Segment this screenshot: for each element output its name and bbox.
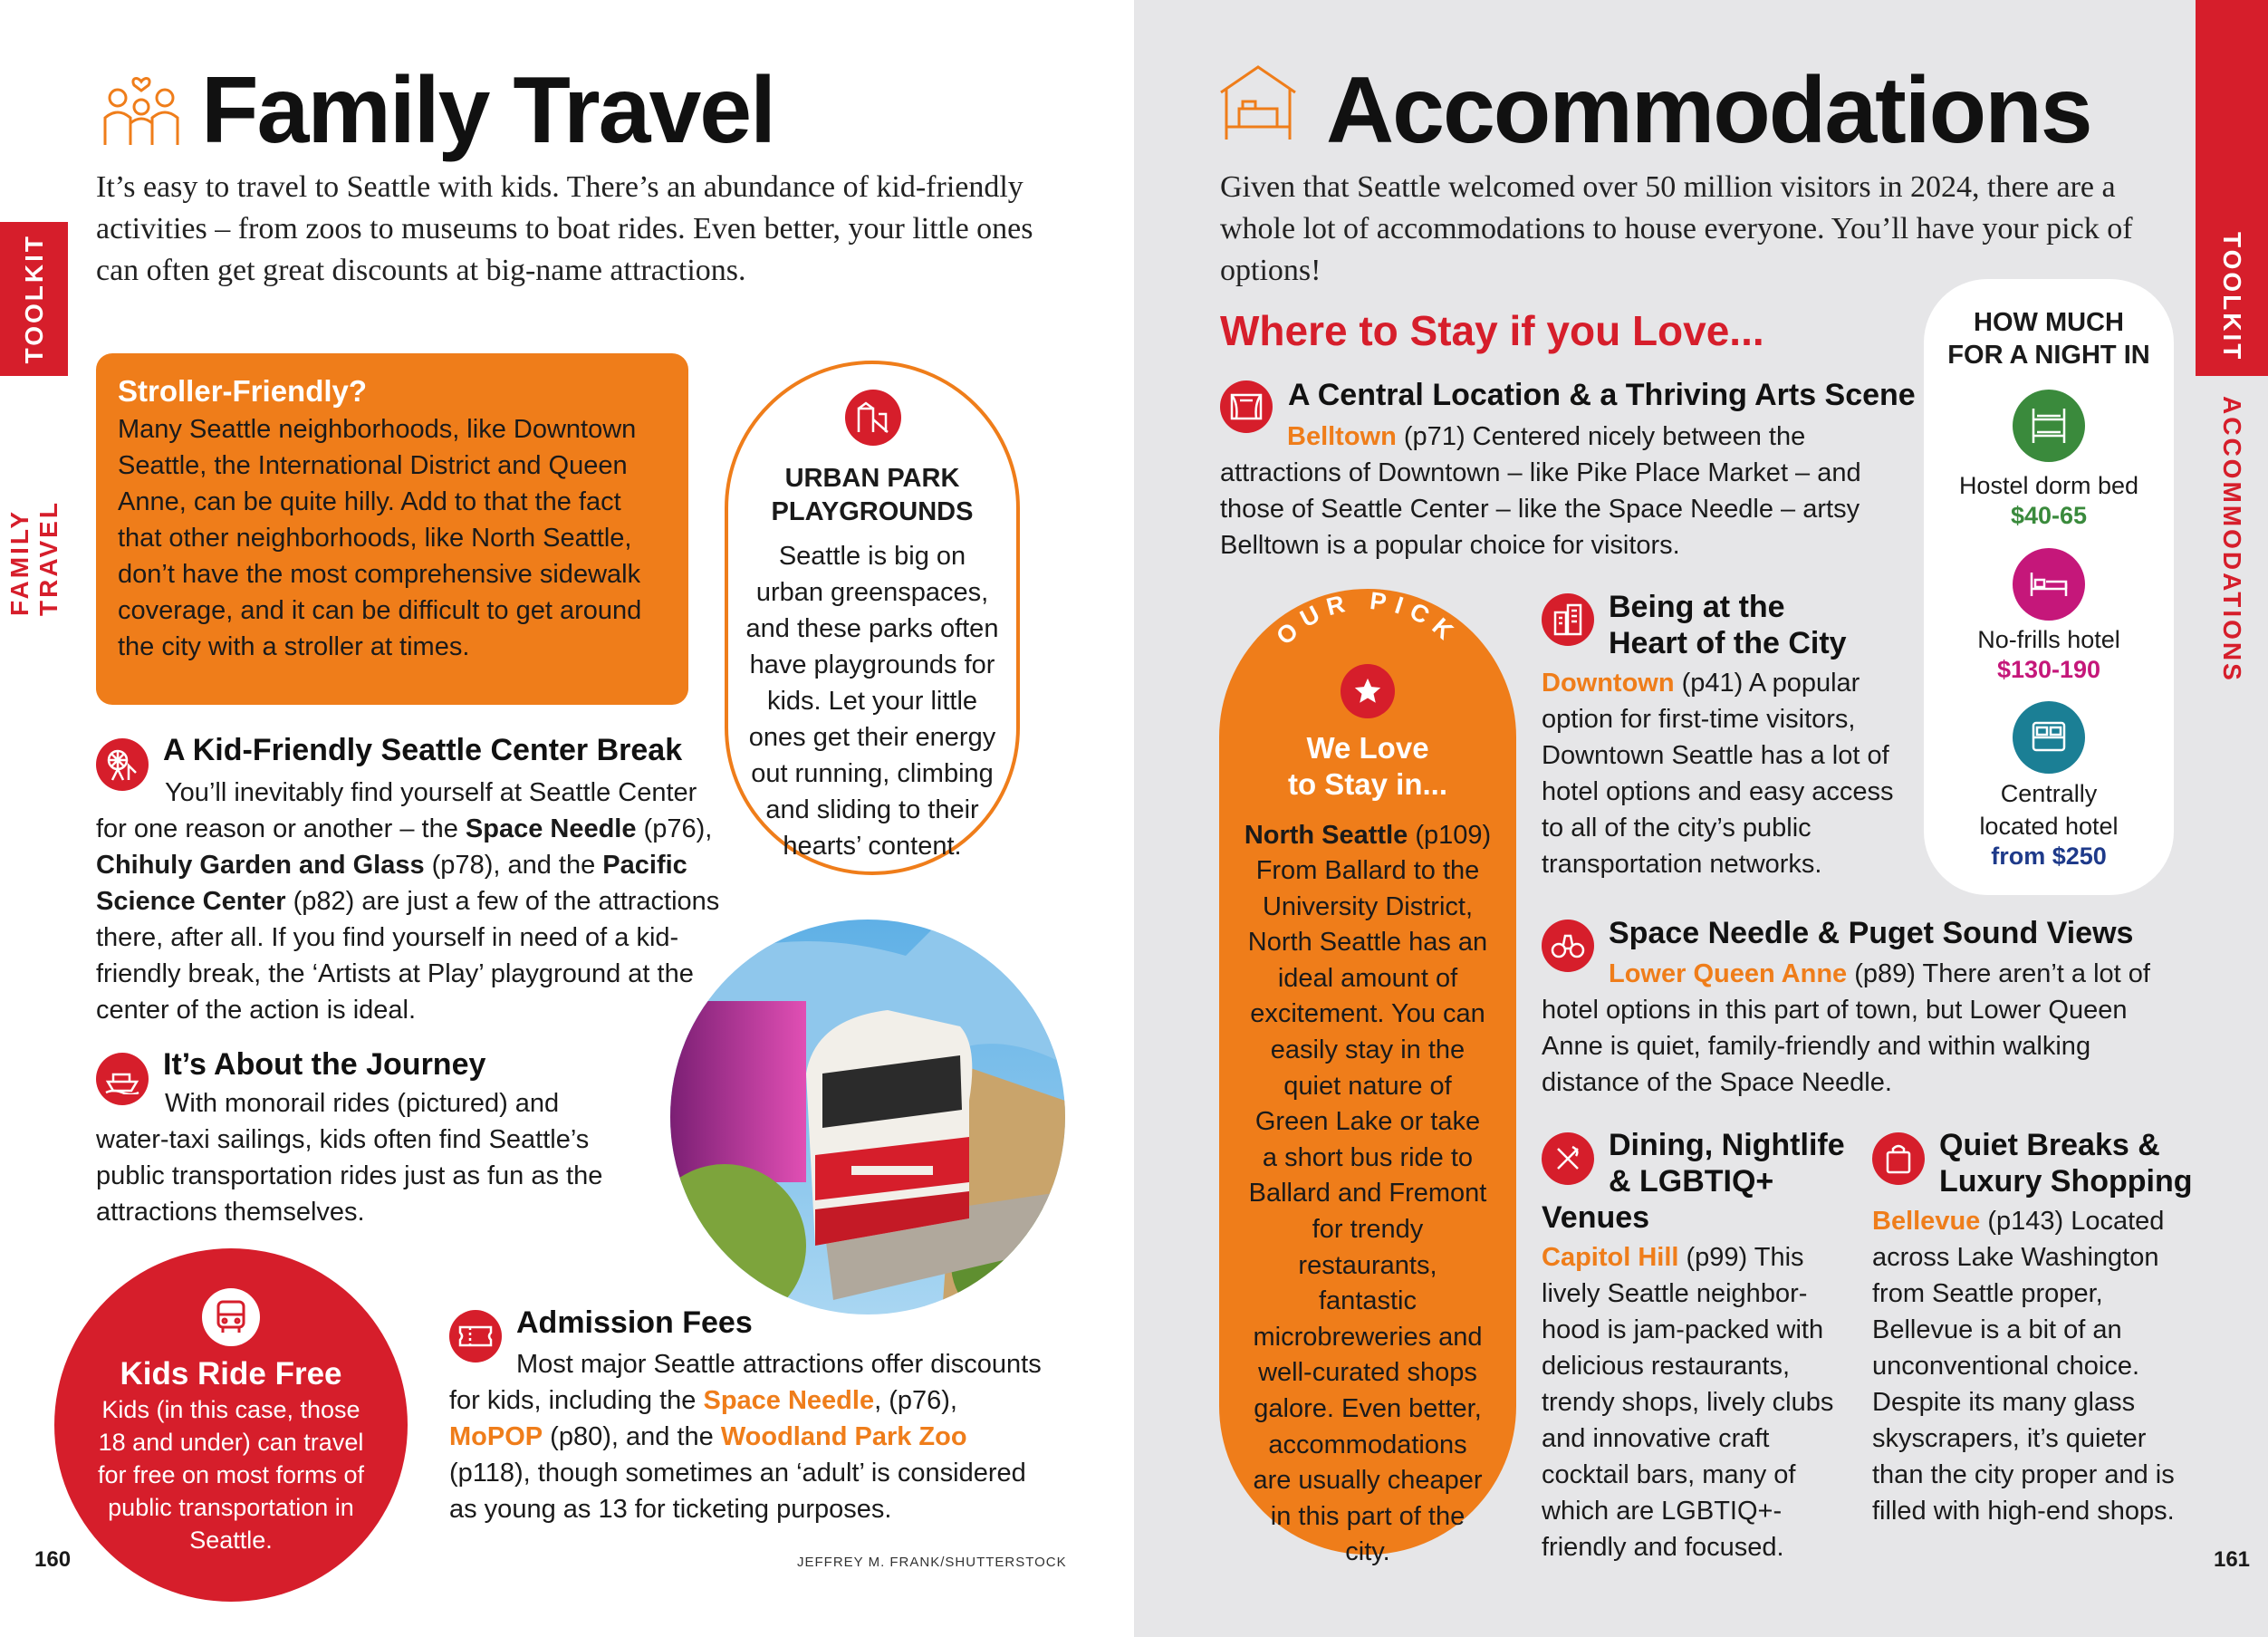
quiet-title-1: Quiet Breaks & — [1939, 1128, 2160, 1162]
dining-title — [1542, 1127, 1845, 1236]
where-to-stay-heading: Where to Stay if you Love... — [1220, 307, 1764, 354]
admission-t2: , (p76), — [874, 1386, 957, 1415]
bed-house-icon — [1217, 63, 1299, 141]
playgrounds-pill — [725, 361, 1020, 875]
heart-title-1: Being at the — [1609, 590, 1785, 624]
stroller-title: Stroller-Friendly? — [118, 374, 368, 408]
page-number-right: 161 — [2213, 1547, 2251, 1572]
our-pick-heading-2: to Stay in... — [1287, 767, 1448, 801]
space-needle-link: Space Needle — [465, 814, 637, 843]
monorail-photo — [670, 920, 1065, 1314]
needle-text — [1542, 956, 2167, 1101]
section-tab-label-right: ACCOMMODATIONS — [2218, 395, 2246, 683]
price-label-2: Centrally located hotel — [1979, 780, 2119, 840]
admission-text — [449, 1346, 1047, 1527]
journey-title: It’s About the Journey — [163, 1047, 486, 1082]
price-value-2: from $250 — [1991, 843, 2107, 870]
woodland-zoo-link[interactable]: Woodland Park Zoo — [720, 1422, 967, 1451]
central-text — [1220, 419, 1872, 563]
dining-title-3: Venues — [1542, 1200, 1650, 1235]
toolkit-tab-left[interactable] — [0, 222, 68, 376]
our-pick-heading — [1219, 730, 1516, 803]
section-tab-left[interactable] — [0, 390, 68, 616]
quiet-text — [1872, 1203, 2180, 1529]
section-tab-right[interactable] — [2196, 395, 2268, 683]
needle-title: Space Needle & Puget Sound Views — [1609, 916, 2134, 950]
our-pick-lead — [1219, 817, 1516, 853]
admission-t3: (p80), and the — [543, 1422, 721, 1451]
toolkit-tab-label: TOOLKIT — [19, 234, 48, 364]
central-title: A Central Location & a Thriving Arts Scene — [1288, 378, 1916, 412]
lower-queen-anne-link[interactable]: Lower Queen Anne — [1609, 959, 1848, 988]
north-seattle-label: North Seattle — [1244, 821, 1408, 850]
toolkit-tab-right[interactable] — [2196, 0, 2268, 376]
quiet-body: (p143) Located across Lake Washington from Seattle proper, Bellevue is a bit of an unconventional choice. Despite its many glass skyscrapers, it’s quieter than the city proper and is filled with high-end shops. — [1872, 1207, 2175, 1526]
admission-t1: Most major Seattle attractions offer discounts for kids, including the — [449, 1350, 1042, 1415]
price-value-1: $130-190 — [1996, 656, 2101, 683]
center-break-t3: (p78), and the — [424, 851, 603, 880]
pacific-science-link: Pacific Science Center — [96, 851, 687, 916]
journey-text: With monorail rides (pictured) and water-taxi sailings, kids often find Seattle’s public transportation rides just as fun as the attractions themselves. — [96, 1089, 603, 1227]
kids-ride-free-circle — [54, 1248, 408, 1602]
mopop-link[interactable]: MoPOP — [449, 1422, 543, 1451]
quiet-title-2: Luxury Shopping — [1939, 1164, 2193, 1199]
toolkit-tab-label-right: TOOLKIT — [2218, 231, 2246, 361]
price-panel — [1924, 279, 2174, 895]
section-tab-label: FAMILY TRAVEL — [5, 500, 62, 616]
our-pick-heading-1: We Love — [1306, 731, 1429, 765]
bellevue-link[interactable]: Bellevue — [1872, 1207, 1981, 1236]
belltown-link[interactable]: Belltown — [1287, 422, 1397, 451]
our-pick-pill — [1219, 589, 1516, 1567]
family-icon — [98, 63, 185, 147]
price-label-1: No-frills hotel — [1977, 626, 2120, 653]
quiet-title — [1939, 1127, 2193, 1199]
admission-t4: (p118), though sometimes an ‘adult’ is considered as young as 13 for ticketing purposes. — [449, 1459, 1026, 1524]
price-label-0: Hostel dorm bed — [1958, 472, 2139, 499]
price-value-0: $40-65 — [2010, 502, 2088, 529]
downtown-link[interactable]: Downtown — [1542, 669, 1675, 698]
center-break-t1: You’ll inevitably find yourself at Seattle Center for one reason or another – the — [96, 778, 697, 843]
heart-title — [1609, 589, 1847, 661]
intro-text: It’s easy to travel to Seattle with kids. There’s an abundance of kid-friendly activities – from zoos to museums to boat rides. Even better, your little ones can often get great discounts at big-name attractions. — [96, 170, 1033, 287]
capitol-hill-link[interactable]: Capitol Hill — [1542, 1243, 1679, 1272]
playgrounds-text: Seattle is big on urban greenspaces, and these parks often have playgrounds for kids. Let your little ones get their energy out running, climbing and sliding to their hearts’ content. — [745, 542, 999, 861]
space-needle-orange-link[interactable]: Space Needle — [703, 1386, 875, 1415]
chihuly-link: Chihuly Garden and Glass — [96, 851, 425, 880]
kids-ride-text: Kids (in this case, those 18 and under) can travel for free on most forms of public transportation in Seattle. — [97, 1396, 365, 1554]
dining-title-1: Dining, Nightlife — [1609, 1128, 1845, 1162]
needle-body: (p89) There aren’t a lot of hotel options in this part of town, but Lower Queen Anne is quiet, family-friendly and within walking distance of the Space Needle. — [1542, 959, 2150, 1097]
dining-body: (p99) This lively Seattle neighbor-hood is jam-packed with delicious restaurants, trendy shops, lively clubs and innovative craft cocktail bars, many of which are LGBTIQ+-friendly and focused. — [1542, 1243, 1834, 1562]
stroller-box — [96, 353, 688, 705]
center-break-t4: (p82) are just a few of the attractions there, after all. If you find yourself in need of a kid-friendly break, the ‘Artists at Play’ playground at the center of the action is ideal. — [96, 887, 720, 1025]
playgrounds-title: URBAN PARK PLAYGROUNDS — [771, 464, 974, 526]
heart-text — [1542, 665, 1904, 882]
bunk-bed-icon — [2013, 390, 2085, 462]
double-bed-icon — [2013, 701, 2085, 774]
price-heading: HOW MUCH FOR A NIGHT IN — [1947, 308, 2150, 370]
shopping-bag-icon — [1872, 1132, 1925, 1185]
dining-title-2: & LGBTIQ+ — [1609, 1164, 1774, 1199]
heart-title-2: Heart of the City — [1609, 626, 1847, 660]
bus-icon — [202, 1288, 260, 1346]
buildings-icon — [1542, 593, 1594, 646]
north-seattle-page: (p109) — [1408, 821, 1492, 850]
svg-text:OUR PICK: OUR PICK — [1271, 589, 1465, 650]
kids-ride-title: Kids Ride Free — [120, 1356, 342, 1391]
center-break-title: A Kid-Friendly Seattle Center Break — [163, 733, 683, 767]
stroller-text: Many Seattle neighborhoods, like Downtown Seattle, the International District and Queen Anne, can be quite hilly. Add to that the fact that other neighborhoods, like North Seattle, don’t have the most comprehensive sidewalk coverage, and it can be difficult to get around the city with a stroller at times. — [118, 415, 642, 661]
our-pick-text: From Ballard to the University District, North Seattle has an ideal amount of excitement. You can easily stay in the quiet nature of Green Lake or take a short bus ride to Ballard and Fremont for trendy restaurants, fantastic microbreweries and well-curated shops galore. Even better, accommodations are usually cheaper in this part of the city. — [1247, 856, 1488, 1567]
dining-text — [1542, 1239, 1846, 1565]
right-page — [1134, 0, 2268, 1637]
center-break-text — [96, 775, 721, 1028]
photo-credit: JEFFREY M. FRANK/SHUTTERSTOCK — [797, 1555, 1067, 1570]
page-title: Family Travel — [201, 58, 775, 163]
heart-body: (p41) A popular option for first-time visitors, Downtown Seattle has a lot of hotel options and easy access to all of the city’s public transportation networks. — [1542, 669, 1894, 879]
single-bed-icon — [2013, 548, 2085, 621]
playground-icon — [845, 390, 901, 446]
accommodations-intro: Given that Seattle welcomed over 50 million visitors in 2024, there are a whole lot of accommodations to house everyone. You’ll have your pick of options! — [1220, 170, 2133, 287]
accommodations-title: Accommodations — [1326, 58, 2091, 163]
star-icon — [1341, 664, 1395, 718]
page-number-left: 160 — [34, 1547, 72, 1572]
central-body: (p71) Centered nicely between the attractions of Downtown – like Pike Place Market – and those of Seattle Center – like the Space Needle – artsy Belltown is a popular choice for visitors. — [1220, 422, 1861, 560]
admission-title: Admission Fees — [516, 1305, 753, 1340]
center-break-t2: (p76), — [636, 814, 713, 843]
